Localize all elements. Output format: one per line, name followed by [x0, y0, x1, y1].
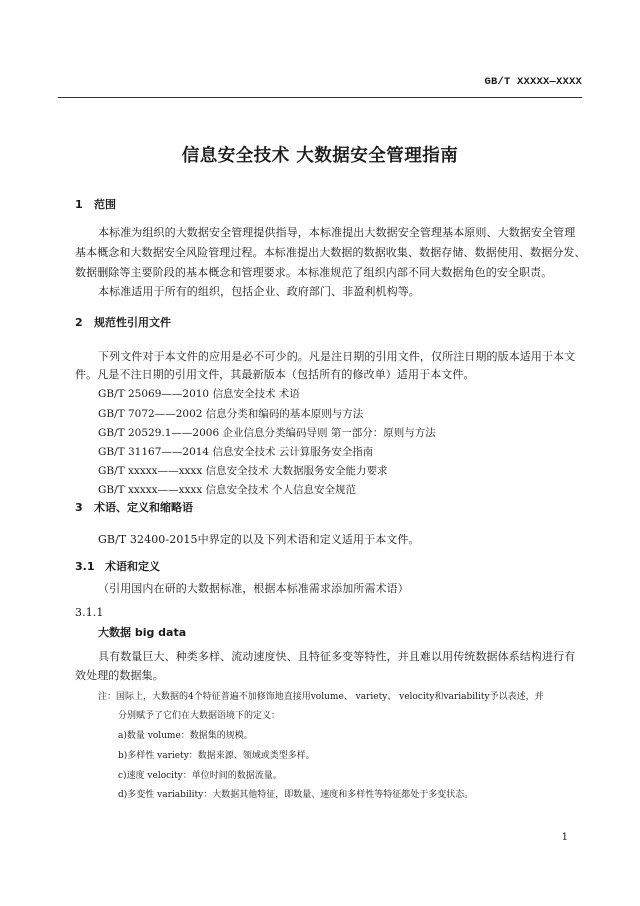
section-2-heading [75, 314, 171, 330]
section-title: 范围 [94, 198, 116, 211]
note-list-item: c)速度 velocity：单位时间的数据流量。 [118, 771, 282, 781]
normative-ref-text: 下列文件对于本文件的应用是必不可少的。凡是注日期的引用文件，仅所注日期的版本适用于本文 [98, 350, 576, 363]
scope-applicability: 本标准适用于所有的组织，包括企业、政府部门、非盈利机构等。 [98, 285, 420, 298]
normative-ref-text: 件。凡是不注日期的引用文件，其最新版本（包括所有的修改单）适用于本文件。 [75, 368, 475, 381]
subsection-3-1-heading [75, 558, 160, 574]
section-number: 1 [75, 198, 83, 211]
subsection-title: 术语和定义 [105, 560, 160, 573]
scope-text-line: 本标准为组织的大数据安全管理提供指导，本标准提出大数据安全管理基本原则、大数据安全管理 [98, 226, 576, 239]
document-title: 信息安全技术 大数据安全管理指南 [181, 146, 459, 166]
section-3-heading [75, 499, 193, 515]
page-number: 1 [561, 832, 568, 843]
section-number: 3 [75, 501, 83, 514]
scope-text-line: 基本概念和大数据安全风险管理过程。本标准提出大数据的数据收集、数据存储、数据使用、数据分发、 [75, 246, 586, 259]
subsection-number: 3.1 [75, 560, 95, 573]
term-note-line: 分别赋予了它们在大数据语境下的定义： [118, 711, 281, 721]
section-number: 2 [75, 316, 83, 329]
term-note-line: 注：国际上，大数据的4个特征普遍不加修饰地直接用volume、 variety、 velocity和variability予以表述，并 [98, 692, 544, 702]
reference-item: GB/T 7072——2002 信息分类和编码的基本原则与方法 [98, 408, 364, 420]
section-title: 术语、定义和缩略语 [94, 501, 193, 514]
terms-note: （引用国内在研的大数据标准，根据本标准需求添加所需术语） [98, 582, 409, 595]
document-code: GB/T XXXXX—XXXX [484, 76, 582, 88]
term-name: 大数据 big data [98, 626, 187, 639]
reference-item: GB/T 20529.1——2006 企业信息分类编码导则 第一部分：原则与方法 [98, 427, 436, 439]
note-list-item: b)多样性 variety：数据来源、领域或类型多样。 [118, 751, 315, 761]
note-list-item: d)多变性 variability：大数据其他特征，即数量、速度和多样性等特征都处于多变状态。 [118, 790, 474, 800]
reference-item: GB/T xxxxx——xxxx 信息安全技术 大数据服务安全能力要求 [98, 465, 388, 477]
terms-intro: GB/T 32400-2015中界定的以及下列术语和定义适用于本文件。 [98, 533, 420, 546]
term-definition-line: 效处理的数据集。 [75, 669, 164, 682]
term-definition-line: 具有数量巨大、种类多样、流动速度快、且特征多变等特性，并且难以用传统数据体系结构进行有 [98, 650, 576, 663]
reference-item: GB/T 25069——2010 信息安全技术 术语 [98, 388, 300, 400]
section-1-heading [75, 196, 116, 212]
section-title: 规范性引用文件 [94, 316, 171, 329]
reference-item: GB/T xxxxx——xxxx 信息安全技术 个人信息安全规范 [98, 484, 356, 496]
note-list-item: a)数量 volume：数据集的规模。 [118, 731, 253, 741]
scope-text-line: 数据删除等主要阶段的基本概念和管理要求。本标准规范了组织内部不同大数据角色的安全职责。 [75, 266, 553, 279]
reference-item: GB/T 31167——2014 信息安全技术 云计算服务安全指南 [98, 446, 374, 458]
term-number: 3.1.1 [75, 606, 104, 619]
header-rule [58, 97, 582, 98]
